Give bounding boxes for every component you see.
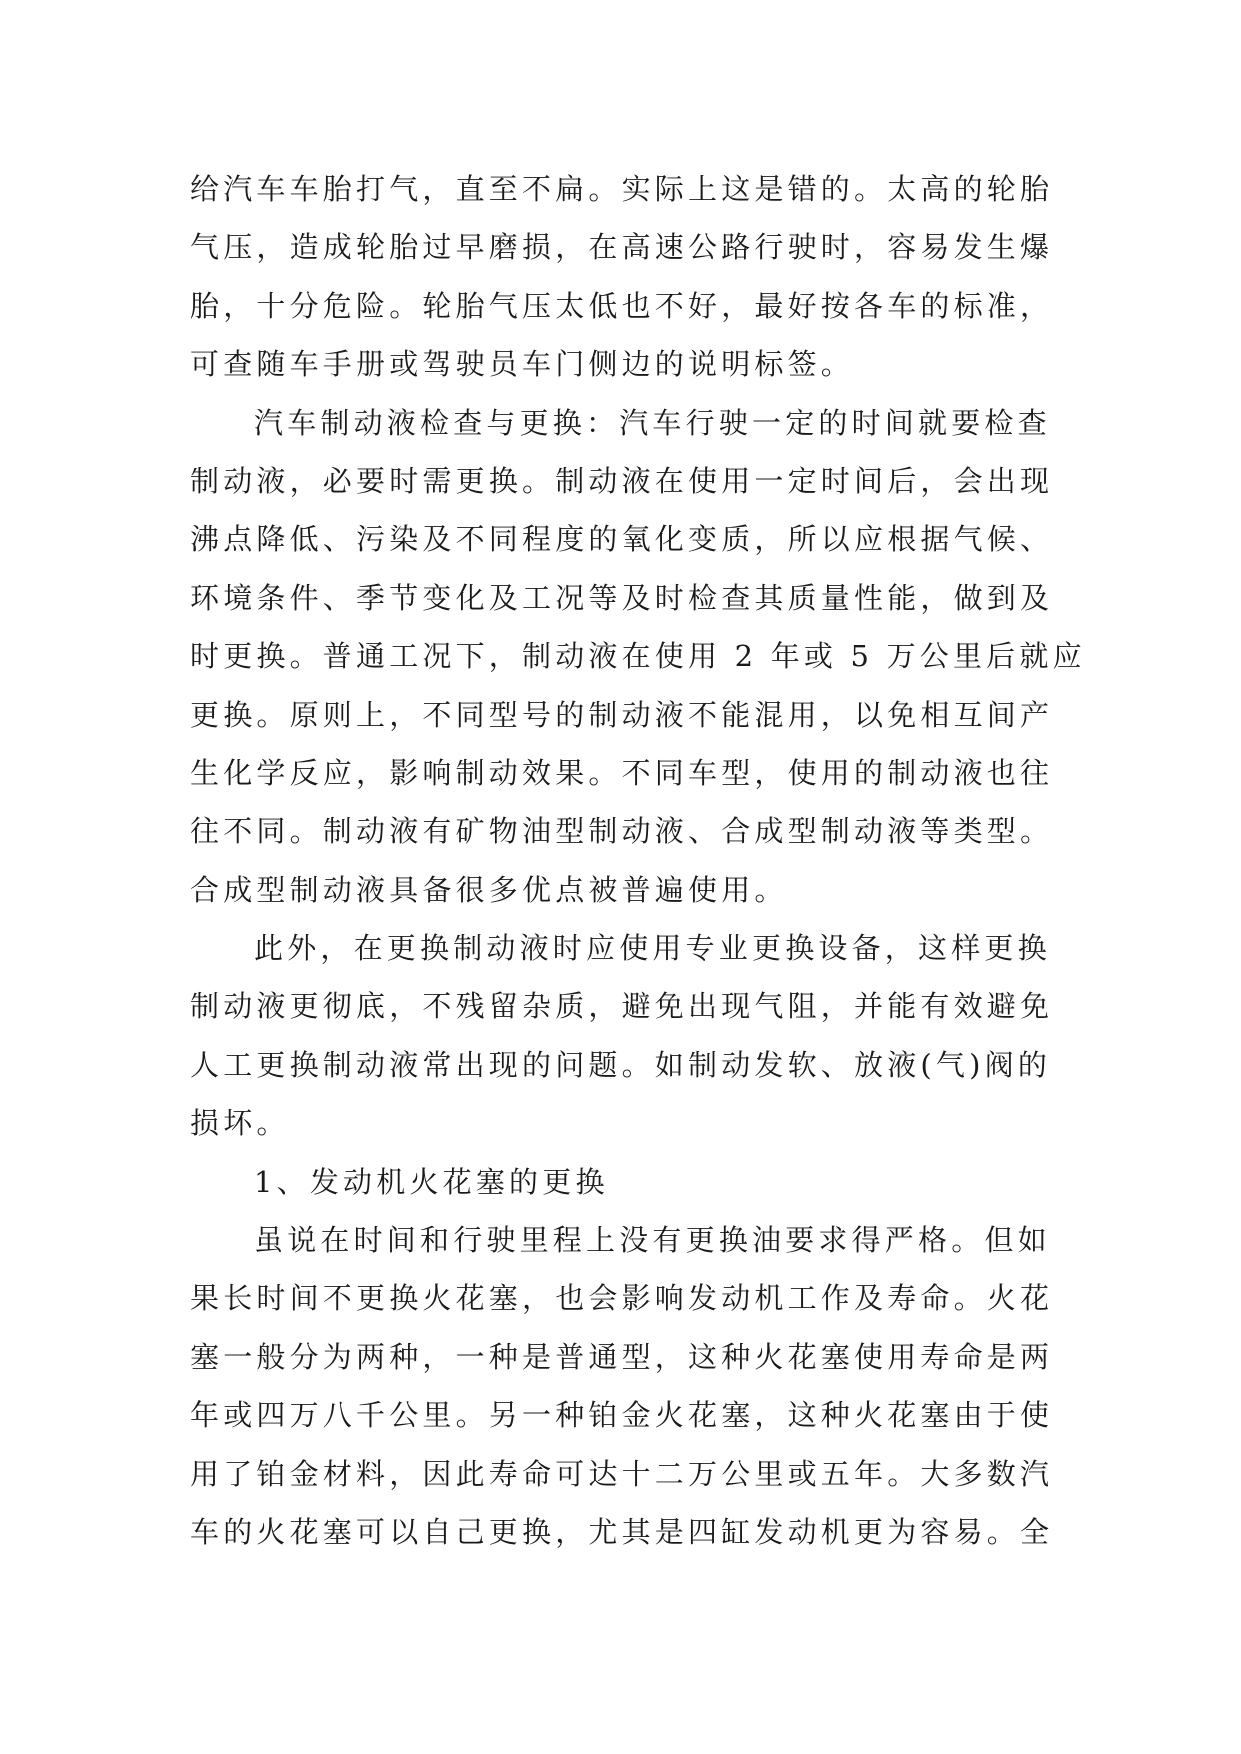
text-line: 果长时间不更换火花塞，也会影响发动机工作及寿命。火花 [190, 1281, 1054, 1316]
text-line: 生化学反应，影响制动效果。不同车型，使用的制动液也往 [190, 755, 1054, 790]
section-heading: 1、发动机火花塞的更换 [254, 1164, 609, 1199]
text-line: 合成型制动液具备很多优点被普遍使用。 [190, 872, 788, 907]
text-line: 损坏。 [190, 1106, 290, 1141]
text-line: 给汽车车胎打气，直至不扁。实际上这是错的。太高的轮胎 [190, 172, 1054, 206]
paragraph-first-line: 汽车制动液检查与更换：汽车行驶一定的时间就要检查 [254, 405, 1051, 440]
text-line: 往不同。制动液有矿物油型制动液、合成型制动液等类型。 [190, 814, 1054, 849]
text-line: 沸点降低、污染及不同程度的氧化变质，所以应根据气候、 [190, 522, 1054, 557]
text-line: 用了铂金材料，因此寿命可达十二万公里或五年。大多数汽 [190, 1456, 1054, 1491]
paragraph-first-line: 此外，在更换制动液时应使用专业更换设备，这样更换 [254, 931, 1051, 966]
paragraph-first-line: 虽说在时间和行驶里程上没有更换油要求得严格。但如 [254, 1223, 1051, 1258]
text-line: 制动液更彻底，不残留杂质，避免出现气阻，并能有效避免 [190, 989, 1054, 1024]
text-line: 车的火花塞可以自己更换，尤其是四缸发动机更为容易。全 [190, 1514, 1054, 1549]
text-line: 时更换。普通工况下，制动液在使用 2 年或 5 万公里后就应 [190, 639, 1086, 674]
text-line: 塞一般分为两种，一种是普通型，这种火花塞使用寿命是两 [190, 1339, 1054, 1374]
text-line: 年或四万八千公里。另一种铂金火花塞，这种火花塞由于使 [190, 1398, 1054, 1433]
document-body [190, 160, 1086, 1561]
text-line: 胎，十分危险。轮胎气压太低也不好，最好按各车的标准， [190, 288, 1054, 323]
text-line: 人工更换制动液常出现的问题。如制动发软、放液(气)阀的 [190, 1047, 1052, 1082]
text-line: 环境条件、季节变化及工况等及时检查其质量性能，做到及 [190, 580, 1054, 615]
text-line: 制动液，必要时需更换。制动液在使用一定时间后，会出现 [190, 463, 1054, 498]
text-line: 更换。原则上，不同型号的制动液不能混用，以免相互间产 [190, 697, 1054, 732]
text-line: 可查随车手册或驾驶员车门侧边的说明标签。 [190, 347, 855, 382]
text-line: 气压，造成轮胎过早磨损，在高速公路行驶时，容易发生爆 [190, 230, 1054, 265]
